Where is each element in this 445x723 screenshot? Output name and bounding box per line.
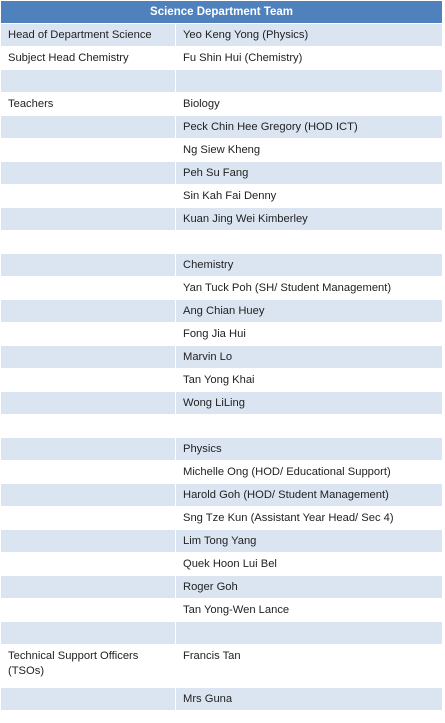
- table-row: [1, 688, 443, 711]
- name-cell: [176, 415, 443, 438]
- table-row: [1, 323, 443, 346]
- role-cell: [1, 461, 176, 484]
- role-cell: [1, 392, 176, 415]
- name-cell: Fong Jia Hui: [176, 323, 443, 346]
- role-cell: [1, 139, 176, 162]
- role-cell: [1, 530, 176, 553]
- table-row: [1, 139, 443, 162]
- table-row: [1, 162, 443, 185]
- role-cell: [1, 415, 176, 438]
- table-row: [1, 185, 443, 208]
- table-body: [1, 24, 443, 711]
- name-cell: Kuan Jing Wei Kimberley: [176, 208, 443, 231]
- name-cell: Fu Shin Hui (Chemistry): [176, 47, 443, 70]
- role-cell: [1, 553, 176, 576]
- role-cell: [1, 208, 176, 231]
- table-row: [1, 254, 443, 277]
- name-cell: Tan Yong-Wen Lance: [176, 599, 443, 622]
- name-cell: Harold Goh (HOD/ Student Management): [176, 484, 443, 507]
- role-cell: [1, 277, 176, 300]
- name-cell: Sin Kah Fai Denny: [176, 185, 443, 208]
- table-row: [1, 116, 443, 139]
- table-row: [1, 208, 443, 231]
- table-row: [1, 507, 443, 530]
- table-row: [1, 645, 443, 688]
- role-cell: [1, 576, 176, 599]
- role-cell: [1, 507, 176, 530]
- name-cell: Tan Yong Khai: [176, 369, 443, 392]
- table-row: [1, 369, 443, 392]
- role-cell: [1, 162, 176, 185]
- name-cell: Marvin Lo: [176, 346, 443, 369]
- table-row: [1, 438, 443, 461]
- table-row: [1, 70, 443, 93]
- role-cell: Subject Head Chemistry: [1, 47, 176, 70]
- table-row: [1, 576, 443, 599]
- name-cell: Yeo Keng Yong (Physics): [176, 24, 443, 47]
- role-cell: [1, 116, 176, 139]
- table-row: [1, 47, 443, 70]
- role-cell: [1, 622, 176, 645]
- science-team-table-container: [1, 1, 443, 711]
- table-row: [1, 346, 443, 369]
- table-row: [1, 553, 443, 576]
- table-row: [1, 231, 443, 254]
- name-cell: Mrs Guna: [176, 688, 443, 711]
- table-row: [1, 93, 443, 116]
- table-row: [1, 415, 443, 438]
- name-cell: Ng Siew Kheng: [176, 139, 443, 162]
- table-title: Science Department Team: [1, 1, 443, 24]
- table-row: [1, 277, 443, 300]
- name-cell: Roger Goh: [176, 576, 443, 599]
- role-cell: [1, 688, 176, 711]
- table-row: [1, 392, 443, 415]
- role-cell: Technical Support Officers (TSOs): [1, 645, 176, 688]
- name-cell: Peck Chin Hee Gregory (HOD ICT): [176, 116, 443, 139]
- role-cell: [1, 438, 176, 461]
- table-row: [1, 484, 443, 507]
- role-cell: Head of Department Science: [1, 24, 176, 47]
- name-cell: Sng Tze Kun (Assistant Year Head/ Sec 4): [176, 507, 443, 530]
- role-cell: [1, 369, 176, 392]
- table-row: [1, 461, 443, 484]
- role-cell: [1, 346, 176, 369]
- name-cell: Francis Tan: [176, 645, 443, 688]
- name-cell: Quek Hoon Lui Bel: [176, 553, 443, 576]
- table-row: [1, 530, 443, 553]
- name-cell: Biology: [176, 93, 443, 116]
- table-row: [1, 622, 443, 645]
- name-cell: Yan Tuck Poh (SH/ Student Management): [176, 277, 443, 300]
- role-cell: [1, 231, 176, 254]
- role-cell: Teachers: [1, 93, 176, 116]
- role-cell: [1, 300, 176, 323]
- name-cell: Michelle Ong (HOD/ Educational Support): [176, 461, 443, 484]
- name-cell: Wong LiLing: [176, 392, 443, 415]
- science-team-table: [1, 1, 443, 711]
- name-cell: [176, 231, 443, 254]
- role-cell: [1, 323, 176, 346]
- table-row: [1, 599, 443, 622]
- role-cell: [1, 70, 176, 93]
- name-cell: [176, 622, 443, 645]
- name-cell: Peh Su Fang: [176, 162, 443, 185]
- name-cell: Physics: [176, 438, 443, 461]
- role-cell: [1, 599, 176, 622]
- name-cell: Chemistry: [176, 254, 443, 277]
- name-cell: Ang Chian Huey: [176, 300, 443, 323]
- role-cell: [1, 484, 176, 507]
- table-row: [1, 300, 443, 323]
- role-cell: [1, 185, 176, 208]
- table-row: [1, 24, 443, 47]
- role-cell: [1, 254, 176, 277]
- name-cell: [176, 70, 443, 93]
- name-cell: Lim Tong Yang: [176, 530, 443, 553]
